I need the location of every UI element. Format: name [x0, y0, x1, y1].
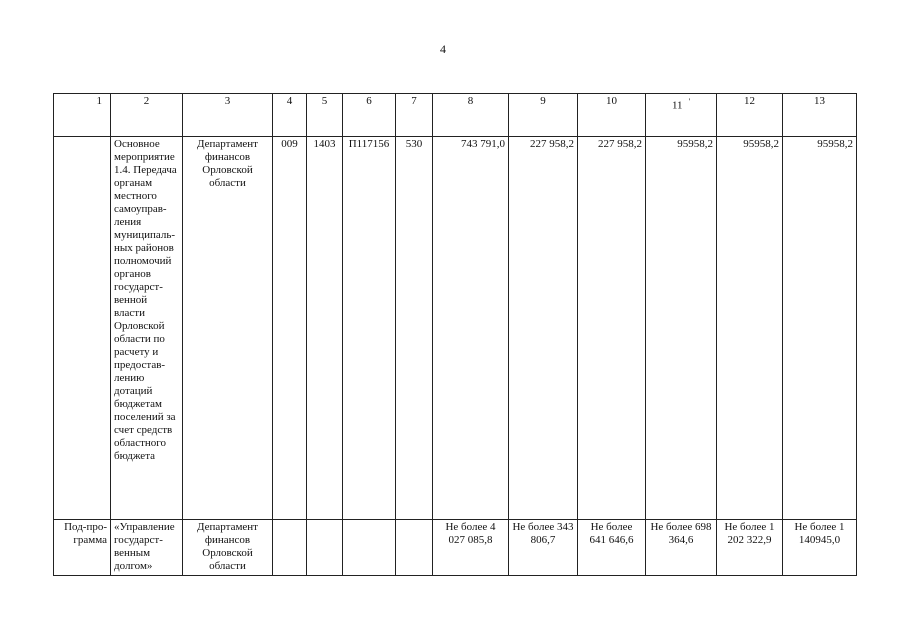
- table-cell: [54, 137, 111, 520]
- amount-cell: Не более 1 202 322,9: [717, 520, 783, 576]
- amount-cell: 227 958,2: [578, 137, 646, 520]
- column-header: 13: [783, 94, 857, 137]
- budget-table: [53, 93, 857, 576]
- column-header: 6: [343, 94, 396, 137]
- column-number-row: [54, 94, 857, 137]
- table-row: [54, 137, 857, 520]
- page-number: 4: [440, 42, 446, 56]
- subprogram-title: «Управление государст-венным долгом»: [111, 520, 183, 576]
- column-header: 2: [111, 94, 183, 137]
- table-cell: [307, 520, 343, 576]
- responsible-department: Департамент финансов Орловской области: [183, 137, 273, 520]
- table-row: [54, 520, 857, 576]
- column-header-label: 11: [671, 99, 683, 112]
- column-header: 9: [509, 94, 578, 137]
- amount-cell: 743 791,0: [433, 137, 509, 520]
- amount-cell: 95958,2: [646, 137, 717, 520]
- table-cell: [273, 520, 307, 576]
- table-cell: [396, 520, 433, 576]
- amount-cell: Не более 1 140945,0: [783, 520, 857, 576]
- table-cell: [343, 520, 396, 576]
- stray-mark: ': [688, 97, 691, 106]
- column-header: [646, 94, 717, 137]
- column-header: 7: [396, 94, 433, 137]
- column-header: 3: [183, 94, 273, 137]
- column-header: 10: [578, 94, 646, 137]
- amount-cell: Не более 641 646,6: [578, 520, 646, 576]
- amount-cell: Не более 698 364,6: [646, 520, 717, 576]
- amount-cell: 95958,2: [783, 137, 857, 520]
- column-header: 4: [273, 94, 307, 137]
- column-header: 12: [717, 94, 783, 137]
- amount-cell: Не более 4 027 085,8: [433, 520, 509, 576]
- subprogram-label: Под-про-грамма: [54, 520, 111, 576]
- measure-description: Основное мероприятие 1.4. Передача органам местного самоуправ-ления муниципаль-ных районов полномочий органов государст-венной власти Орловской области по расчету и предостав-лению дотаций бюджетам поселений за счет средств областного бюджета: [111, 137, 183, 520]
- amount-cell: 95958,2: [717, 137, 783, 520]
- table-cell: П117156: [343, 137, 396, 520]
- table-cell: 530: [396, 137, 433, 520]
- column-header: 5: [307, 94, 343, 137]
- responsible-department: Департамент финансов Орловской области: [183, 520, 273, 576]
- amount-cell: Не более 343 806,7: [509, 520, 578, 576]
- table-cell: 009: [273, 137, 307, 520]
- column-header: 1: [54, 94, 111, 137]
- amount-cell: 227 958,2: [509, 137, 578, 520]
- column-header: 8: [433, 94, 509, 137]
- table-cell: 1403: [307, 137, 343, 520]
